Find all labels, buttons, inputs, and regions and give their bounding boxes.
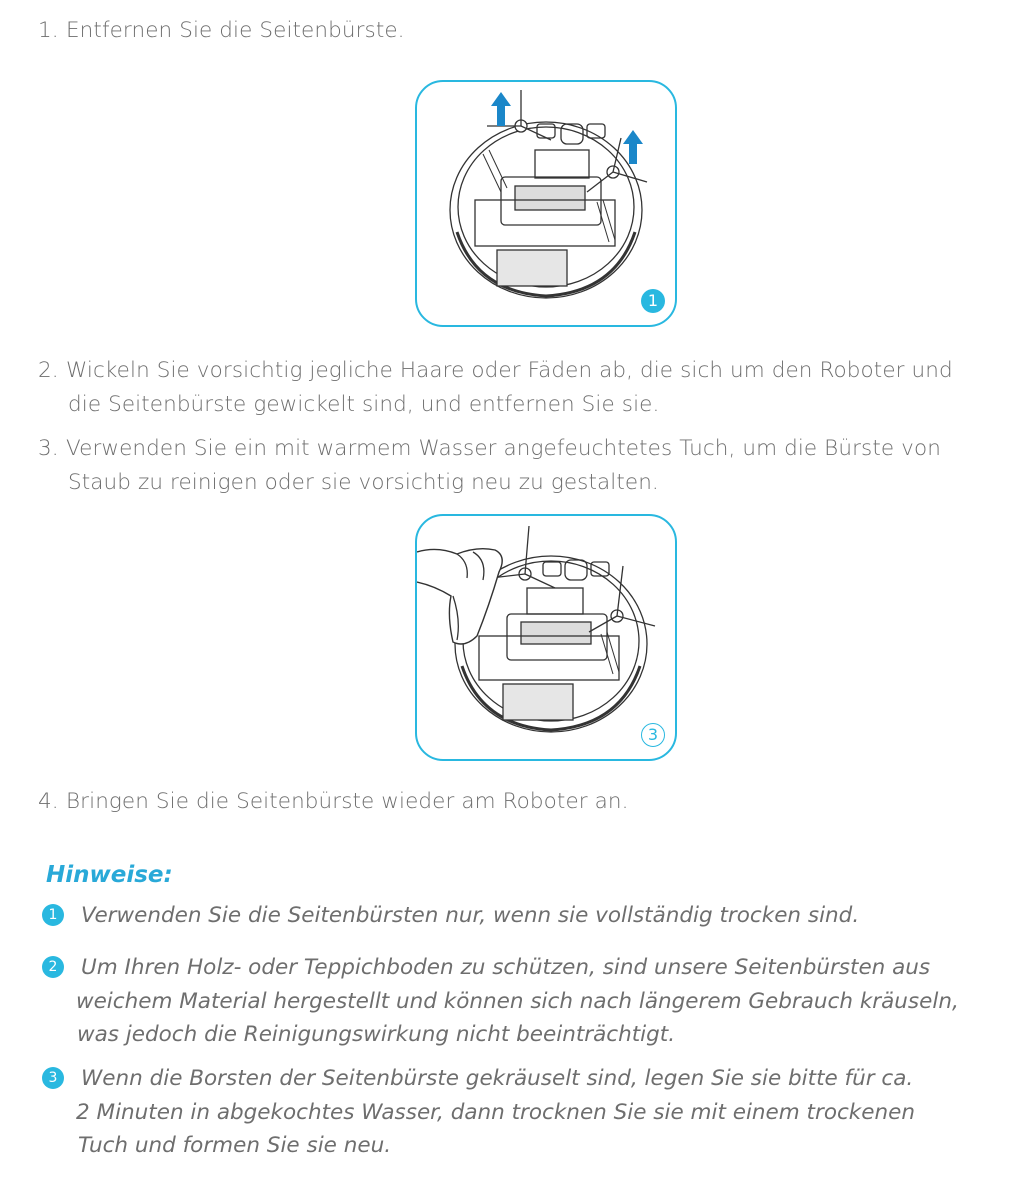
note-line: was jedoch die Reinigungswirkung nicht beeinträchtigt. [77,1022,676,1047]
note-line: Tuch und formen Sie sie neu. [78,1133,392,1158]
robot-underside-illustration [417,82,675,325]
robot-cleaning-illustration [417,516,675,759]
step-number: 4. [38,789,59,814]
note-line: Um Ihren Holz- oder Teppichboden zu schützen, sind unsere Seitenbürsten aus [81,955,931,980]
note-line: 2 Minuten in abgekochtes Wasser, dann trocknen Sie sie mit einem trockenen [76,1099,915,1125]
figure-badge: 3 [641,723,665,747]
step-text-line-1: Wickeln Sie vorsichtig jegliche Haare oder Fäden ab, die sich um den Roboter und [66,358,953,383]
note-1 [40,899,1000,933]
step-4 [38,785,998,819]
notes-title: Hinweise: [46,862,173,888]
note-number-badge: 2 [42,956,64,978]
step-text: Bringen Sie die Seitenbürste wieder am Roboter an. [66,789,629,814]
figure-clean-side-brush [415,514,677,761]
step-1 [38,14,998,48]
step-text-line-2: die Seitenbürste gewickelt sind, und entfernen Sie sie. [68,392,660,417]
note-line: Verwenden Sie die Seitenbürsten nur, wenn sie vollständig trocken sind. [81,903,860,928]
note-3 [40,1062,1000,1163]
note-line: Wenn die Borsten der Seitenbürste gekräuselt sind, legen Sie sie bitte für ca. [81,1066,914,1091]
step-text-line-2: Staub zu reinigen oder sie vorsichtig neu zu gestalten. [68,470,659,495]
step-3 [38,432,998,500]
step-text-line-1: Verwenden Sie ein mit warmem Wasser angefeuchtetes Tuch, um die Bürste von [66,436,941,461]
note-2 [40,951,1000,1052]
step-2 [38,354,998,422]
note-number-badge: 1 [42,904,64,926]
step-number: 1. [38,18,59,43]
step-number: 2. [38,358,59,383]
figure-badge: 1 [641,289,665,313]
step-text: Entfernen Sie die Seitenbürste. [66,18,405,43]
step-number: 3. [38,436,59,461]
note-line: weichem Material hergestellt und können sich nach längerem Gebrauch kräuseln, [76,988,959,1014]
note-number-badge: 3 [42,1067,64,1089]
figure-remove-side-brush [415,80,677,327]
